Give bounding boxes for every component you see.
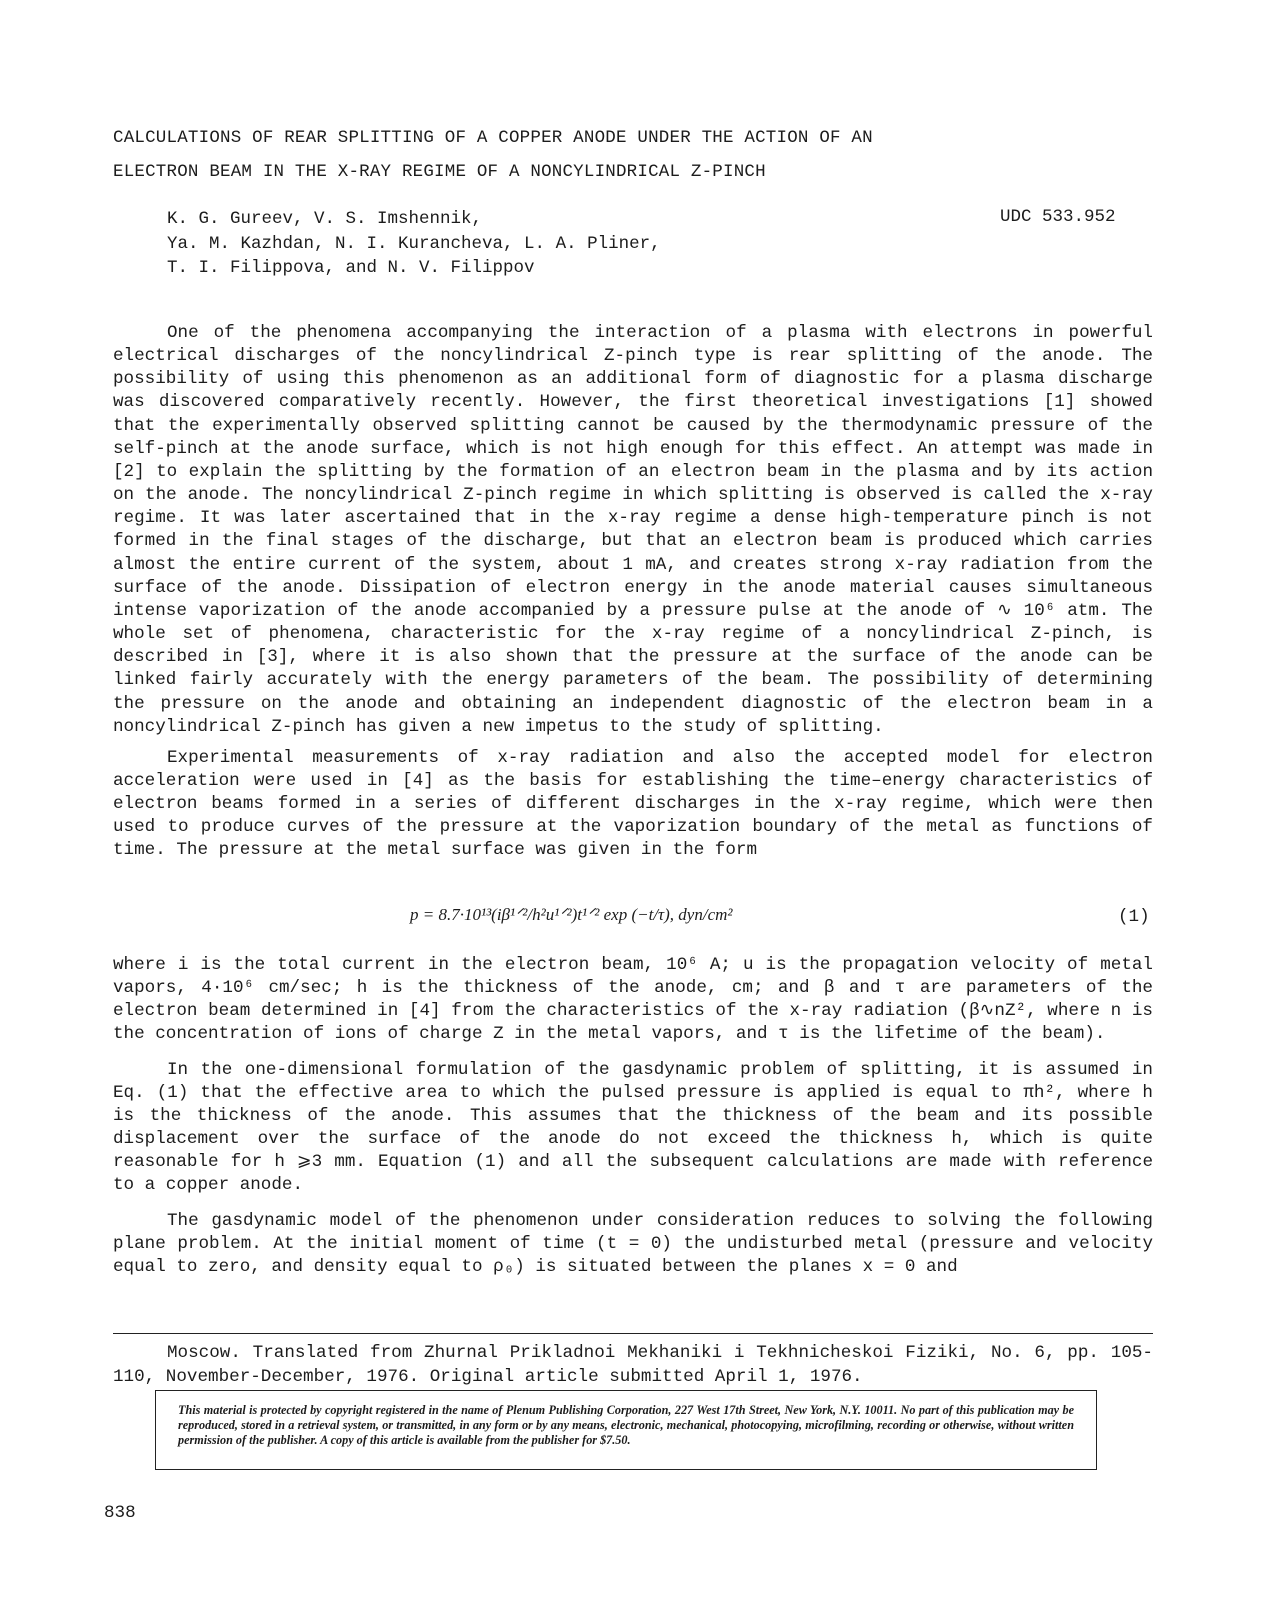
authors-line-2: Ya. M. Kazhdan, N. I. Kurancheva, L. A. Pliner, <box>167 233 661 254</box>
title-line-2: ELECTRON BEAM IN THE X-RAY REGIME OF A NONCYLINDRICAL Z-PINCH <box>113 162 766 182</box>
paragraph-4: In the one-dimensional formulation of the gasdynamic problem of splitting, it is assumed in Eq. (1) that the effective area to which the pulsed pressure is applied is equal to πh², where h is the thickness of the anode. This assumes that the thickness of the beam and its possible displacement over the surface of the anode do not exceed the thickness h, which is quite reasonable for h ⩾3 mm. Equation (1) and all the subsequent calculations are made with reference to a copper anode. <box>113 1059 1153 1196</box>
body-block-2 <box>113 954 1153 1279</box>
footnote-divider <box>113 1333 1153 1334</box>
footnote <box>113 1342 1153 1389</box>
body-block-1 <box>113 322 1153 863</box>
authors-line-1: K. G. Gureev, V. S. Imshennik, <box>167 209 483 229</box>
paragraph-5: The gasdynamic model of the phenomenon under consideration reduces to solving the following plane problem. At the initial moment of time (t = 0) the undisturbed metal (pressure and velocity equal to zero, and density equal to ρ₀) is situated between the planes x = 0 and <box>113 1210 1153 1277</box>
paragraph-1: One of the phenomena accompanying the interaction of a plasma with electrons in powerful electrical discharges of the noncylindrical Z-pinch type is rear splitting of the anode. The possibility of using this phenomenon as an additional form of diagnostic for a plasma discharge was discovered comparatively recently. However, the first theoretical investigations [1] showed that the experimentally observed splitting cannot be caused by the thermodynamic pressure of the self-pinch at the anode surface, which is not high enough for this effect. An attempt was made in [2] to explain the splitting by the formation of an electron beam in the plasma and by its action on the anode. The noncylindrical Z-pinch regime in which splitting is observed is called the x-ray regime. It was later ascertained that in the x-ray regime a dense high-temperature pinch is not formed in the final stages of the discharge, but that an electron beam is produced which carries almost the entire current of the system, about 1 mA, and creates strong x-ray radiation from the surface of the anode. Dissipation of electron energy in the anode material causes simultaneous intense vaporization of the anode accompanied by a pressure pulse at the anode of ∿ 10⁶ atm. The whole set of phenomena, characteristic for the x-ray regime of a noncylindrical Z-pinch, is described in [3], where it is also shown that the pressure at the surface of the anode can be linked fairly accurately with the energy parameters of the beam. The possibility of determining the pressure on the anode and obtaining an independent diagnostic of the electron beam in a noncylindrical Z-pinch has given a new impetus to the study of splitting. <box>113 323 1153 737</box>
paragraph-3: where i is the total current in the electron beam, 10⁶ A; u is the propagation velocity of metal vapors, 4·10⁶ cm/sec; h is the thickness of the anode, cm; and β and τ are parameters of the electron beam determined in [4] from the characteristics of the x-ray radiation (β∿nZ², where n is the concentration of ions of charge Z in the metal vapors, and τ is the lifetime of the beam). <box>113 955 1153 1045</box>
udc-code: UDC 533.952 <box>1000 207 1116 227</box>
authors-line-3: T. I. Filippova, and N. V. Filippov <box>167 258 535 278</box>
paragraph-2: Experimental measurements of x-ray radiation and also the accepted model for electron acceleration were used in [4] as the basis for establishing the time–energy characteristics of electron beams formed in a series of different discharges in the x-ray regime, which were then used to produce curves of the pressure at the vaporization boundary of the metal as functions of time. The pressure at the metal surface was given in the form <box>113 747 1153 861</box>
footnote-text: Moscow. Translated from Zhurnal Prikladnoi Mekhaniki i Tekhnicheskoi Fiziki, No. 6, pp. 105-110, November-December, 1976. Original article submitted April 1, 1976. <box>113 1343 1153 1387</box>
title-line-1: CALCULATIONS OF REAR SPLITTING OF A COPPER ANODE UNDER THE ACTION OF AN <box>113 128 873 148</box>
copyright-notice-box <box>155 1390 1097 1470</box>
author-list <box>167 207 661 281</box>
copyright-notice: This material is protected by copyright registered in the name of Plenum Publishing Corporation, 227 West 17th Street, New York, N.Y. 10011. No part of this publication may be reproduced, stored in a retrieval system, or transmitted, in any form or by any means, electronic, mechanical, photocopying, microfilming, recording or otherwise, without written permission of the publisher. A copy of this article is available from the publisher for $7.50. <box>178 1403 1074 1447</box>
equation-1: p = 8.7·10¹³(iβ¹ᐟ²/h²u¹ᐟ²)t¹ᐟ² exp (−t/τ), dyn/cm² <box>410 905 733 924</box>
page-number: 838 <box>104 1503 136 1523</box>
equation-number: (1) <box>1118 907 1150 927</box>
